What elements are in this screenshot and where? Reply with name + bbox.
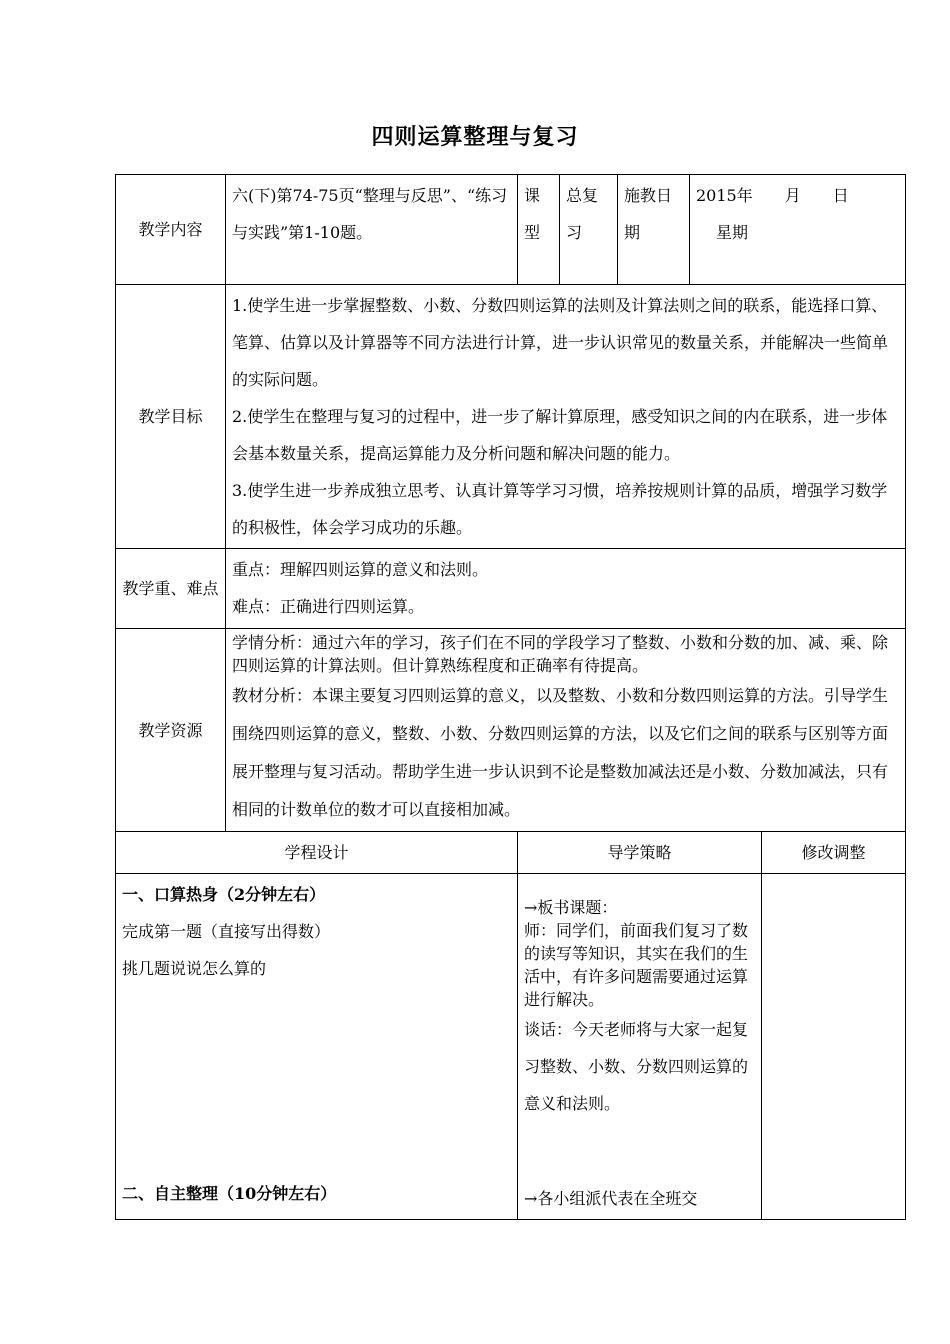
- row-teaching-goals: [116, 285, 906, 549]
- section-heading-1: 一、口算热身（2分钟左右）: [122, 885, 326, 904]
- design-column: [116, 874, 518, 1220]
- adjust-column: [762, 874, 906, 1220]
- date-label: 施教日期: [618, 175, 690, 285]
- goal-item-1: 1.使学生进一步掌握整数、小数、分数四则运算的法则及计算法则之间的联系，能选择口算、笔算、估算以及计算器等不同方法进行计算，进一步认识常见的数量关系，并能解决一些简单的实际问题。: [232, 296, 889, 389]
- goal-item-3: 3.使学生进一步养成独立思考、认真计算等学习习惯，培养按规则计算的品质，增强学习数学的积极性，体会学习成功的乐趣。: [232, 481, 888, 537]
- page-title: 四则运算整理与复习: [371, 124, 579, 150]
- row-teaching-resources: [116, 629, 906, 832]
- textbook-analysis: 教材分析：本课主要复习四则运算的意义，以及整数、小数和分数四则运算的方法。引导学生围绕四则运算的意义，整数、小数、分数四则运算的方法，以及它们之间的联系与区别等方面展开整理与复习活动。帮助学生进一步认识到不论是整数加减法还是小数、分数加减法，只有相同的计数单位的数才可以直接相加减。: [232, 686, 889, 819]
- label-teaching-resources: 教学资源: [116, 629, 226, 832]
- row-teaching-content: [116, 175, 906, 285]
- row-key-points: [116, 549, 906, 629]
- strategy-line-4: →各小组派代表在全班交: [524, 1189, 698, 1208]
- section-line-1: 完成第一题（直接写出得数）: [122, 922, 331, 941]
- teaching-resources-text: [226, 629, 906, 832]
- key-point: 重点：理解四则运算的意义和法则。: [232, 560, 489, 579]
- strategy-line-1: →板书课题：: [524, 898, 618, 917]
- label-key-points: 教学重、难点: [116, 549, 226, 629]
- section-heading-2: 二、自主整理（10分钟左右）: [122, 1184, 337, 1203]
- lesson-plan-table: [115, 174, 906, 1220]
- lesson-type-label: 课型: [518, 175, 560, 285]
- strategy-line-2: 师：同学们，前面我们复习了数的读写等知识，其实在我们的生活中，有许多问题需要通过运算进行解决。: [524, 921, 749, 1009]
- spacer: [122, 987, 511, 1175]
- teaching-goals-text: [226, 285, 906, 549]
- strategy-column: [518, 874, 762, 1220]
- date-line: 2015年 月 日: [696, 186, 849, 205]
- teaching-content-text: 六(下)第74-75页“整理与反思”、“练习与实践”第1-10题。: [226, 175, 518, 285]
- date-value: [690, 175, 906, 285]
- header-strategy: 导学策略: [518, 832, 762, 874]
- key-points-text: [226, 549, 906, 629]
- section-line-2: 挑几题说说怎么算的: [122, 959, 267, 978]
- strategy-line-3: 谈话：今天老师将与大家一起复习整数、小数、分数四则运算的意义和法则。: [524, 1020, 749, 1113]
- row-header: [116, 832, 906, 874]
- label-teaching-goals: 教学目标: [116, 285, 226, 549]
- spacer: [524, 1122, 755, 1180]
- student-analysis: 学情分析：通过六年的学习，孩子们在不同的学段学习了整数、小数和分数的加、减、乘、除四则运算的计算法则。但计算熟练程度和正确率有待提高。: [232, 633, 889, 675]
- goal-item-2: 2.使学生在整理与复习的过程中，进一步了解计算原理，感受知识之间的内在联系，进一步体会基本数量关系，提高运算能力及分析问题和解决问题的能力。: [232, 407, 888, 463]
- difficult-point: 难点：正确进行四则运算。: [232, 597, 425, 616]
- weekday-line: 星期: [716, 223, 749, 242]
- header-adjust: 修改调整: [762, 832, 906, 874]
- label-teaching-content: 教学内容: [116, 175, 226, 285]
- header-design: 学程设计: [116, 832, 518, 874]
- row-process: [116, 874, 906, 1220]
- lesson-type-value: 总复习: [560, 175, 618, 285]
